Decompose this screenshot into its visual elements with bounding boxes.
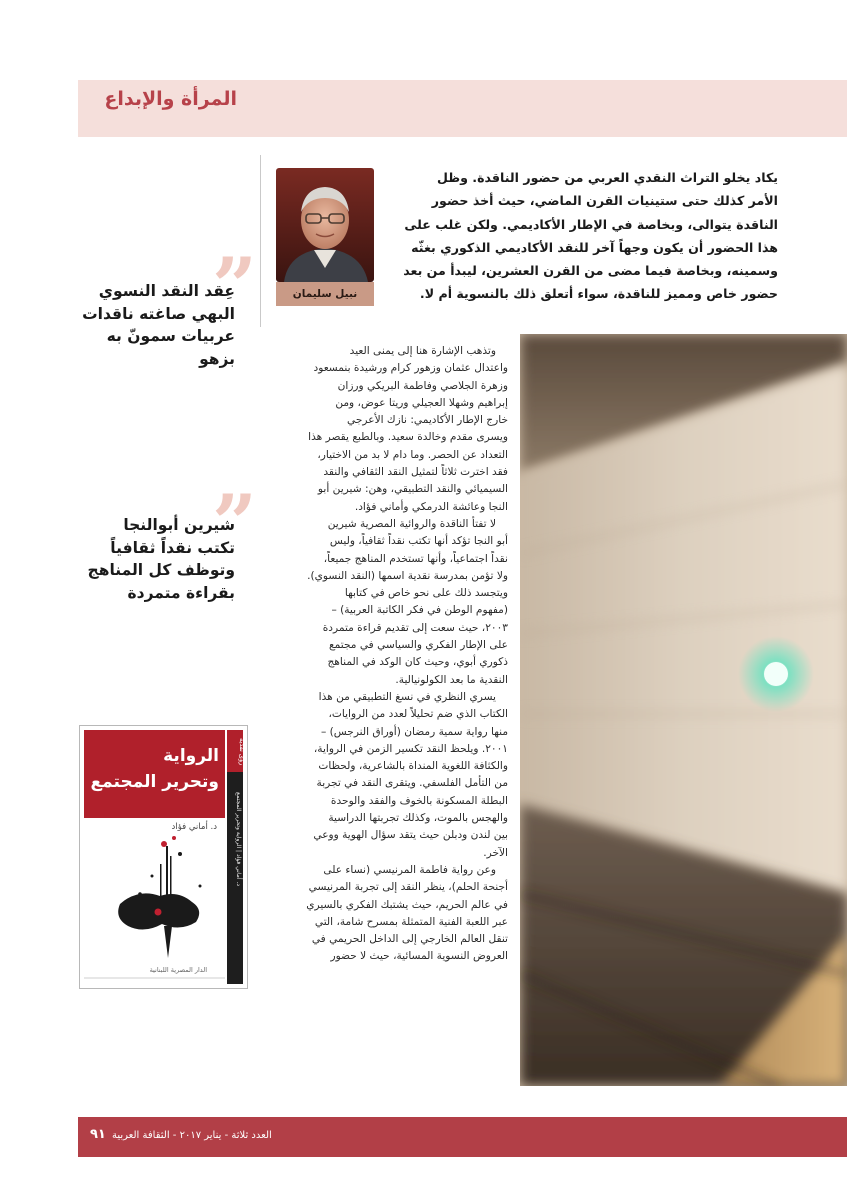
body-text-line: ذكوري أبوي، وحيث كان الوكد في المناهج bbox=[327, 656, 508, 669]
body-text-line: والهجس بالموت، وكذلك تجربتها الدراسية bbox=[328, 812, 508, 825]
body-text-line: السيميائي والنقد التطبيقي، وهن: شيرين أبو bbox=[317, 483, 508, 496]
body-text-line: أجنحة الحلم)، ينظر النقد إلى تجربة المرنيسي bbox=[308, 881, 508, 894]
body-text-line: البطلة المسكونة بالخوف والفقد والوحدة bbox=[330, 794, 508, 807]
body-text-line: ٢٠٠٣، حيث سعت إلى تقديم قراءة متمردة bbox=[322, 621, 508, 634]
book-spine-label: رؤى نقدية bbox=[238, 738, 246, 766]
body-text-line: إبراهيم وشهلا العجيلي وريتا عوض، ومن bbox=[335, 396, 508, 409]
body-text-line: (مفهوم الوطن في فكر الكاتبة العربية) – bbox=[331, 604, 508, 617]
author-photo bbox=[276, 168, 374, 282]
pull-quote-line: عربيات سمونّ به bbox=[106, 327, 235, 345]
intro-paragraph bbox=[386, 166, 778, 306]
body-text-line: الكتاب الذي ضم تحليلاً لعدد من الروايات، bbox=[328, 708, 508, 721]
footer-issue-info: العدد ثلاثة - يناير ٢٠١٧ - الثقافة العربية bbox=[112, 1130, 272, 1141]
book-publisher: الدار المصرية اللبنانية bbox=[149, 966, 207, 974]
body-text-line: العروض النسوية المسائية، حيث لا حضور bbox=[330, 950, 508, 963]
intro-line: الأمر كذلك حتى ستينيات القرن الماضي، حيث أخذ حضور bbox=[431, 193, 778, 209]
body-text-line: النجا وعائشة الدرمكي وأماني فؤاد. bbox=[354, 500, 508, 513]
body-text-line: فقد اخترت ثلاثاً لتمثيل النقد الثقافي والنقد bbox=[323, 466, 508, 479]
body-text-line: واعتدال عثمان وزهور كرام ورشيدة بنمسعود bbox=[313, 362, 508, 375]
body-text-line: والكثافة اللغوية المنداة بالشاعرية، ولحظات bbox=[318, 760, 508, 773]
body-text-line: التعداد عن الحصر. وما دام لا بد من الاختيار، bbox=[317, 448, 508, 461]
body-text-line: وعن رواية فاطمة المرنيسي (نساء على bbox=[323, 863, 496, 876]
body-text-line: تنقل العالم الخارجي إلى الداخل الحريمي في bbox=[311, 933, 508, 946]
body-text-line: ولا تؤمن بمدرسة نقدية اسمها (النقد النسوي). bbox=[307, 569, 508, 582]
pull-quote-line: وتوظف كل المناهج bbox=[87, 561, 235, 579]
pull-quote-line: البهي صاغته ناقدات bbox=[82, 304, 235, 323]
author-caption: نبيل سليمان bbox=[276, 282, 374, 306]
body-text-line: يسري النظري في نسغ التطبيقي من هذا bbox=[318, 690, 496, 703]
author-portrait-icon bbox=[276, 168, 374, 282]
pull-quote-line: بزهو bbox=[199, 349, 235, 368]
pull-quote-line: شيرين أبوالنجا bbox=[123, 516, 235, 534]
quote-mark-icon: ” bbox=[212, 478, 257, 569]
body-text-line: ٢٠٠١. ويلحظ النقد تكسير الزمن في الرواية، bbox=[313, 742, 508, 755]
body-text-line: النقدية ما بعد الكولونيالية. bbox=[395, 673, 508, 686]
body-text-line: من التأمل الفلسفي. ويتقرى النقد في تجربة bbox=[316, 777, 508, 790]
page-number: ٩١ bbox=[90, 1127, 106, 1142]
article-body-column bbox=[272, 343, 508, 966]
intro-line: حضور خاص ومميز للناقدة، سواء أتعلق ذلك بالنسوية أم لا. bbox=[419, 286, 778, 302]
body-text-line: ويتجسد ذلك على نحو خاص في كتابها bbox=[344, 587, 508, 600]
pull-quote-line: عِقد النقد النسوي bbox=[98, 282, 235, 300]
body-text-line: منها رواية سمية رمضان (أوراق النرجس) – bbox=[320, 725, 508, 738]
section-title: المرأة والإبداع bbox=[104, 88, 237, 110]
quote-mark-icon: ” bbox=[212, 241, 257, 332]
body-text-line: وزهرة الجلاصي وفاطمة البريكي ورزان bbox=[337, 379, 508, 392]
pull-quote-2 bbox=[88, 514, 235, 604]
intro-line: الناقدة يتوالى، وبخاصة في الإطار الأكاديمي. ولكن غلب على bbox=[404, 216, 778, 232]
intro-line: وسمينه، وبخاصة فيما مضى من القرن العشرين، ليبدأ من بعد bbox=[403, 263, 778, 279]
body-text-line: الآخر. bbox=[483, 846, 508, 859]
body-text-line: نقداً اجتماعياً، وأنها تستخدم المناهج جميعاً، bbox=[323, 552, 508, 565]
subway-photo bbox=[520, 334, 847, 1086]
body-text-line: في عالم الحريم، حيث يشتبك الفكري بالسيري bbox=[306, 898, 508, 911]
body-text-line: على الإطار الفكري والسياسي في مجتمع bbox=[328, 639, 508, 652]
body-text-line: لا تفتأ الناقدة والروائية المصرية شيرين bbox=[327, 517, 496, 530]
body-text-line: أبو النجا تؤكد أنها تكتب نقداً ثقافياً، وليس bbox=[329, 535, 508, 548]
pull-quote-1 bbox=[82, 280, 235, 370]
book-title-line1: الرواية bbox=[163, 746, 219, 766]
body-text-line: ويسرى مقدم وخالدة سعيد. وبالطبع يقصر هذا bbox=[308, 431, 508, 444]
book-title-line2: وتحرير المجتمع bbox=[90, 772, 219, 792]
book-spine-text: د. أماني فؤاد | الرواية وتحرير المجتمع bbox=[235, 792, 242, 887]
book-author: د. أماني فؤاد bbox=[171, 822, 217, 832]
book-cover bbox=[79, 725, 248, 989]
body-text-line: بين لندن ودبلن حيث يتقد سؤال الهوية ووعي bbox=[313, 829, 508, 842]
subway-platform-photo-icon bbox=[520, 334, 847, 1086]
intro-line: هذا الحضور أن يكون وجهاً آخر للنقد الأكاديمي الذكوري بغثّه bbox=[411, 239, 778, 255]
body-text-line: خارج الإطار الأكاديمي: نازك الأعرجي bbox=[347, 414, 508, 427]
pull-quote-line: تكتب نقداً ثقافياً bbox=[110, 538, 235, 557]
body-text-line: عبر اللعبة الفنية المتمثلة بمسرح شامة، التي bbox=[314, 915, 508, 928]
intro-line: يكاد يخلو التراث النقدي العربي من حضور الناقدة. وظل bbox=[436, 170, 778, 185]
pull-quote-line: بقراءة متمردة bbox=[127, 583, 235, 602]
body-text-line: وتذهب الإشارة هنا إلى يمنى العيد bbox=[349, 345, 496, 357]
